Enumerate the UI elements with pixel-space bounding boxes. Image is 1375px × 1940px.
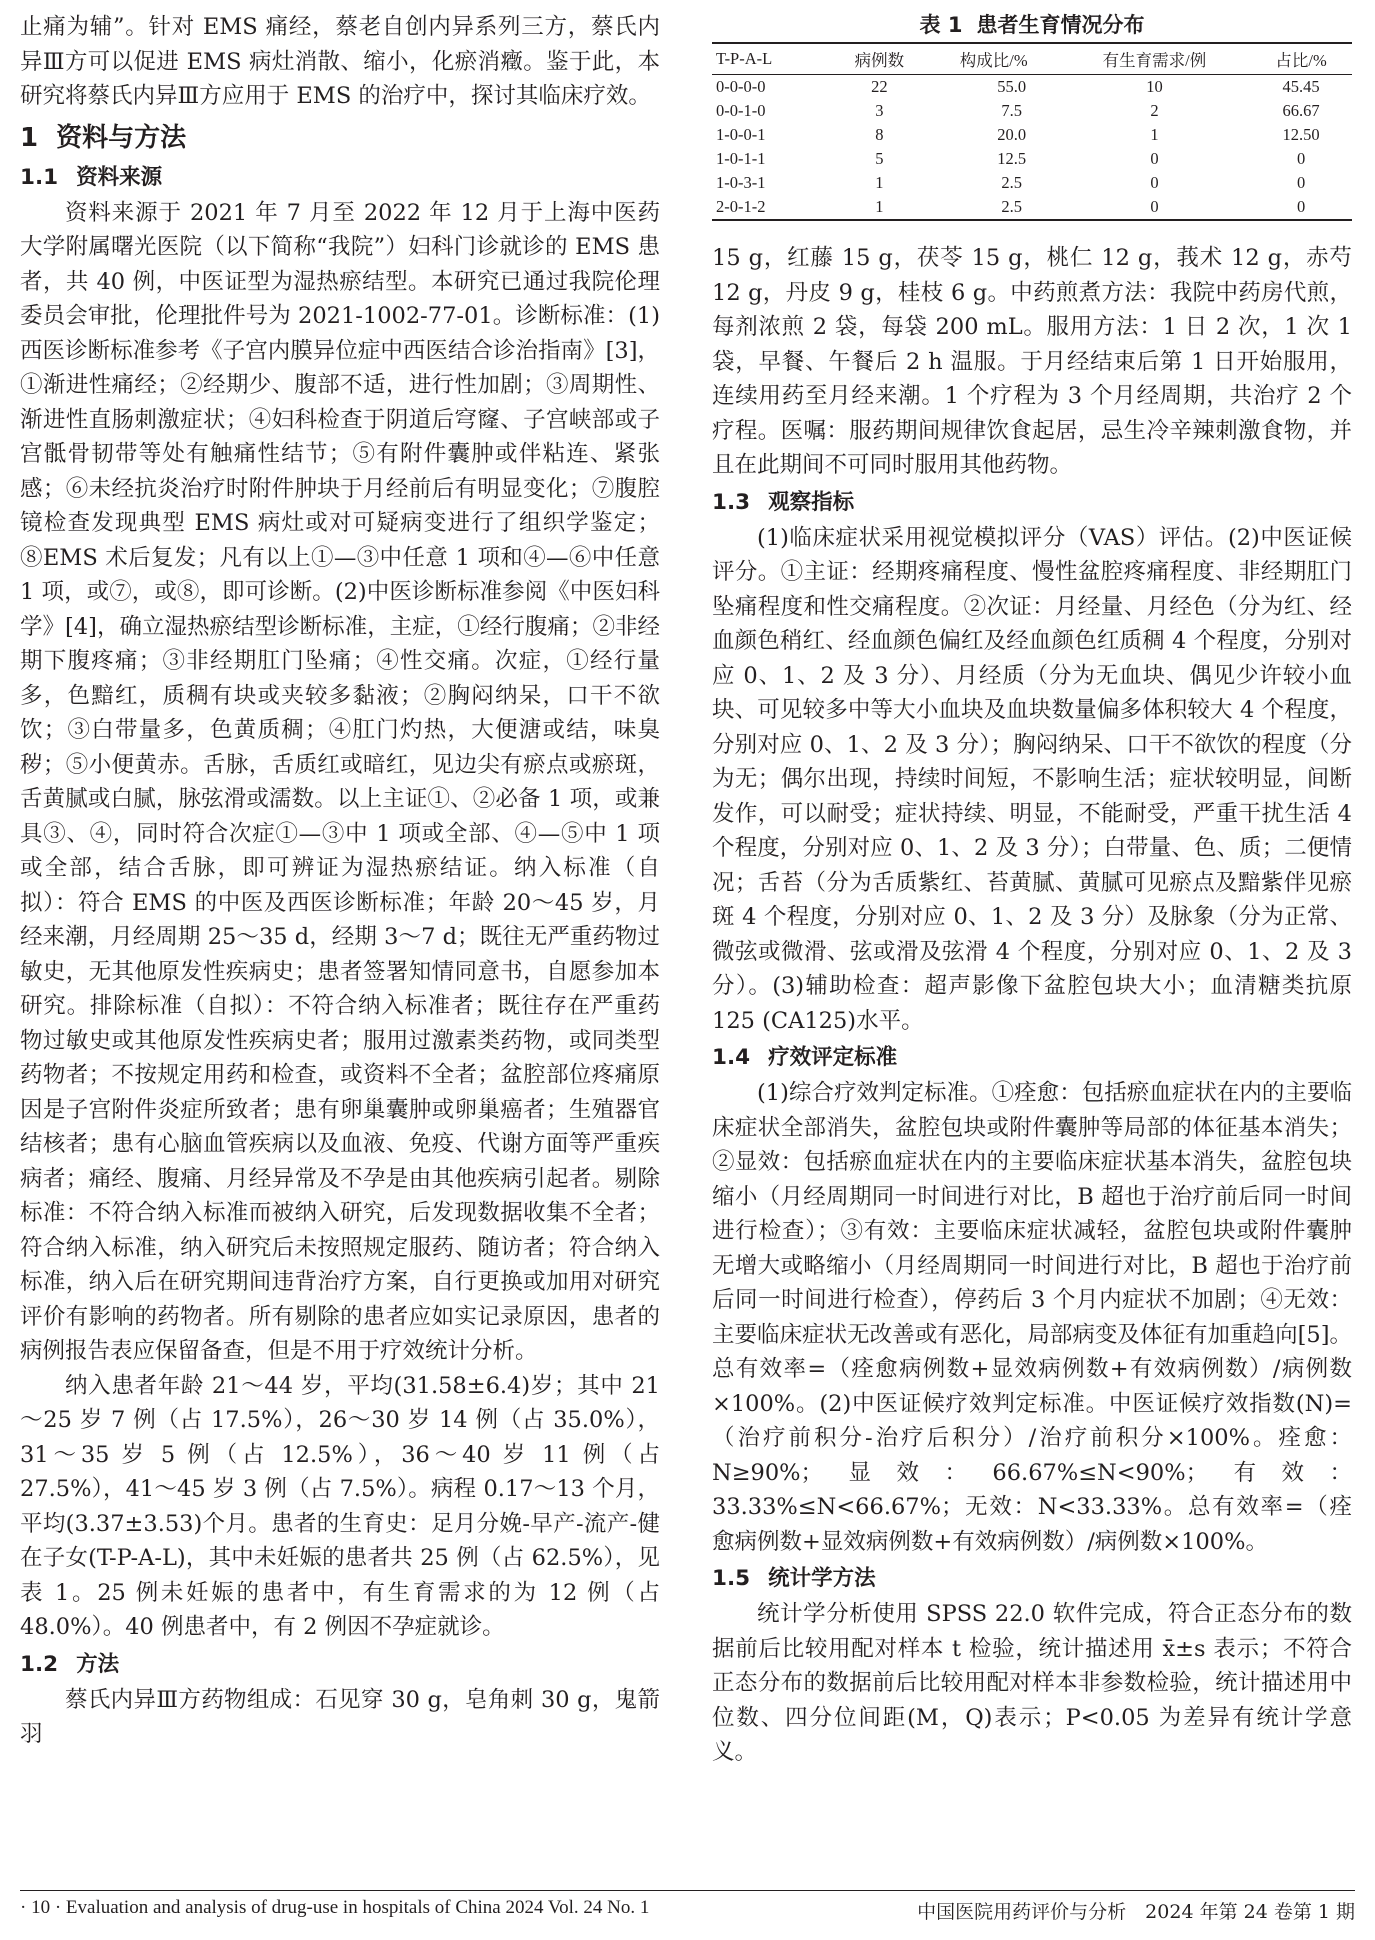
table-cell: 55.0 — [997, 77, 1027, 96]
table-cell: 1 — [1150, 125, 1159, 144]
table-row — [712, 99, 1352, 123]
table-cell: 2 — [1150, 101, 1159, 120]
table-cell: 2.5 — [929, 195, 1059, 220]
subsection-number: 1.1 — [20, 164, 59, 190]
subsection-title: 方法 — [76, 1651, 120, 1677]
table-cell: 12.5 — [997, 149, 1027, 168]
table-cell: 0 — [1059, 195, 1250, 220]
table-cell: 5 — [875, 149, 884, 168]
table-cell: 0 — [1150, 149, 1159, 168]
footer-divider — [20, 1890, 1355, 1891]
subsection-heading-1-2 — [20, 1647, 660, 1682]
subsection-title: 疗效评定标准 — [768, 1045, 898, 1070]
subsection-number: 1.2 — [20, 1651, 59, 1677]
paragraph-patient-demographics: 纳入患者年龄 21～44 岁，平均(31.58±6.4)岁；其中 21～25 岁 7 例（占 17.5%），26～30 岁 14 例（占 35.0%），31～35 岁 5 例（占 12.5%），36～40 岁 11 例（占 27.5%），41～45 岁 3 例（占 7.5%）。病程 0.17～13 个月，平均(3.37±3.53)个月。患者的生育史：足月分娩-早产-流产-健在子女(T-P-A-L)，其中未妊娠的患者共 25 例（占 62.5%），见表 1。25 例未妊娠的患者中，有生育需求的为 12 例（占 48.0%）。40 例患者中，有 2 例因不孕症就诊。 — [20, 1372, 660, 1640]
table-cell: 0 — [1250, 195, 1352, 220]
table-header-cell: 病例数 — [830, 43, 929, 75]
subsection-title: 观察指标 — [768, 489, 855, 515]
table-row — [712, 123, 1352, 147]
table-header-cell: 构成比/% — [929, 43, 1059, 75]
paragraph-method-composition: 蔡氏内异Ⅲ方药物组成：石见穿 30 g，皂角刺 30 g，鬼箭羽 — [20, 1686, 660, 1747]
subsection-title: 资料来源 — [76, 164, 163, 190]
table-cell: 7.5 — [1001, 101, 1022, 120]
table-cell: 3 — [875, 101, 884, 120]
table-cell: 8 — [875, 125, 884, 144]
section-number: 1 — [20, 122, 39, 153]
table-1 — [712, 10, 1352, 221]
table-cell: 1-0-1-1 — [716, 149, 766, 168]
table-cell: 2-0-1-2 — [712, 195, 830, 220]
subsection-number: 1.4 — [712, 1045, 751, 1070]
section-heading-1 — [20, 119, 660, 157]
table-cell: 1-0-3-1 — [716, 173, 766, 192]
footer-journal-chinese: 中国医院用药评价与分析 2024 年第 24 卷第 1 期 — [917, 1901, 1355, 1923]
table-cell: 0 — [1296, 173, 1306, 192]
table-row — [712, 171, 1352, 195]
table-cell: 1 — [875, 173, 884, 192]
table-cell: 12.50 — [1282, 125, 1320, 144]
subsection-heading-1-4 — [712, 1040, 1352, 1075]
table-cell: 20.0 — [997, 125, 1027, 144]
subsection-number: 1.3 — [712, 489, 751, 515]
table-row — [712, 195, 1352, 220]
subsection-number: 1.5 — [712, 1566, 751, 1591]
left-column — [20, 10, 660, 1752]
table-row — [712, 75, 1352, 100]
right-column — [712, 10, 1352, 1770]
paragraph-observation-indicators: (1)临床症状采用视觉模拟评分（VAS）评估。(2)中医证候评分。①主证：经期疼痛程度、慢性盆腔疼痛程度、非经期肛门坠痛程度和性交痛程度。②次证：月经量、月经色（分为红、经血颜色稍红、经血颜色偏红及经血颜色红质稠 4 个程度，分别对应 0、1、2 及 3 分）、月经质（分为无血块、偶见少许较小血块、可见较多中等大小血块及血块数量偏多体积较大 4 个程度，分别对应 0、1、2 及 3 分）；胸闷纳呆、口干不欲饮的程度（分为无；偶尔出现，持续时间短，不影响生活；症状较明显，间断发作，可以耐受；症状持续、明显，不能耐受，严重干扰生活 4 个程度，分别对应 0、1、2 及 3 分）；白带量、色、质；二便情况；舌苔（分为舌质紫红、苔黄腻、黄腻可见瘀点及黯紫伴见瘀斑 4 个程度，分别对应 0、1、2 及 3 分）及脉象（分为正常、微弦或微滑、弦或滑及弦滑 4 个程度，分别对应 0、1、2 及 3 分）。(3)辅助检查：超声影像下盆腔包块大小；血清糖类抗原 125 (CA125)水平。 — [712, 524, 1352, 1034]
footer-journal-english: · 10 · Evaluation and analysis of drug-use in hospitals of China 2024 Vol. 24 No. 1 — [20, 1897, 650, 1918]
table-header-cell: 有生育需求/例 — [1059, 43, 1250, 75]
paragraph-data-source: 资料来源于 2021 年 7 月至 2022 年 12 月于上海中医药大学附属曙光医院（以下简称“我院”）妇科门诊就诊的 EMS 患者，共 40 例，中医证型为湿热瘀结型。本研究已通过我院伦理委员会审批，伦理批件号为 2021-1002-77-01。诊断标准：(1)西医诊断标准参考《子宫内膜异位症中西医结合诊治指南》[3]，①渐进性痛经；②经期少、腹部不适，进行性加剧；③周期性、渐进性直肠刺激症状；④妇科检查于阴道后穹窿、子宫峡部或子宫骶骨韧带等处有触痛性结节；⑤有附件囊肿或伴粘连、紧张感；⑥未经抗炎治疗时附件肿块于月经前后有明显变化；⑦腹腔镜检查发现典型 EMS 病灶或对可疑病变进行了组织学鉴定；⑧EMS 术后复发；凡有以上①—③中任意 1 项和④—⑥中任意 1 项，或⑦，或⑧，即可诊断。(2)中医诊断标准参阅《中医妇科学》[4]，确立湿热瘀结型诊断标准，主症，①经行腹痛；②非经期下腹疼痛；③非经期肛门坠痛；④性交痛。次症，①经行量多，色黯红，质稠有块或夹较多黏液；②胸闷纳呆，口干不欲饮；③白带量多，色黄质稠；④肛门灼热，大便溏或结，味臭秽；⑤小便黄赤。舌脉，舌质红或暗红，见边尖有瘀点或瘀斑，舌黄腻或白腻，脉弦滑或濡数。以上主证①、②必备 1 项，或兼具③、④，同时符合次症①—③中 1 项或全部、④—⑤中 1 项或全部，结合舌脉，即可辨证为湿热瘀结证。纳入标准（自拟）：符合 EMS 的中医及西医诊断标准；年龄 20～45 岁，月经来潮，月经周期 25～35 d，经期 3～7 d；既往无严重药物过敏史，无其他原发性疾病史；患者签署知情同意书，自愿参加本研究。排除标准（自拟）：不符合纳入标准者；既往存在严重药物过敏史或其他原发性疾病史者；服用过激素类药物，或同类型药物者；不按规定用药和检查，或资料不全者；盆腔部位疼痛原因是子宫附件炎症所致者；患有卵巢囊肿或卵巢癌者；生殖器官结核者；患有心脑血管疾病以及血液、免疫、代谢方面等严重疾病者；痛经、腹痛、月经异常及不孕是由其他疾病引起者。剔除标准：不符合纳入标准而被纳入研究，后发现数据收集不全者；符合纳入标准，纳入研究后未按照规定服药、随访者；符合纳入标准，纳入后在研究期间违背治疗方案，自行更换或加用对研究评价有影响的药物者。所有剔除的患者应如实记录原因，患者的病例报告表应保留备查，但是不用于疗效统计分析。 — [20, 199, 660, 1364]
table-cell: 0-0-1-0 — [716, 101, 766, 120]
table-title: 患者生育情况分布 — [976, 13, 1145, 37]
section-title: 资料与方法 — [56, 122, 187, 153]
subsection-heading-1-3 — [712, 485, 1352, 520]
table-cell: 45.45 — [1282, 77, 1320, 96]
table-number: 表 1 — [919, 13, 963, 37]
subsection-title: 统计学方法 — [768, 1566, 876, 1591]
table-cell: 1 — [830, 195, 929, 220]
table-cell: 66.67 — [1282, 101, 1320, 120]
table-cell: 0 — [1296, 149, 1306, 168]
fertility-table — [712, 42, 1352, 221]
subsection-heading-1-1 — [20, 160, 660, 195]
table-cell: 2.5 — [1001, 173, 1022, 192]
paragraph-statistics: 统计学分析使用 SPSS 22.0 软件完成，符合正态分布的数据前后比较用配对样本 t 检验，统计描述用 x̄±s 表示；不符合正态分布的数据前后比较用配对样本非参数检验，统计描述用中位数、四分位间距(M，Q)表示；P<0.05 为差异有统计学意义。 — [712, 1601, 1352, 1765]
paragraph-efficacy-criteria: (1)综合疗效判定标准。①痊愈：包括瘀血症状在内的主要临床症状全部消失，盆腔包块或附件囊肿等局部的体征基本消失；②显效：包括瘀血症状在内的主要临床症状基本消失，盆腔包块缩小（月经周期同一时间进行对比，B 超也于治疗前后同一时间进行检查）；③有效：主要临床症状减轻，盆腔包块或附件囊肿无增大或略缩小（月经周期同一时间进行对比，B 超也于治疗前后同一时间进行检查），停药后 3 个月内症状不加剧；④无效：主要临床症状无改善或有恶化，局部病变及体征有加重趋向[5]。总有效率=（痊愈病例数+显效病例数+有效病例数）/病例数×100%。(2)中医证候疗效判定标准。中医证候疗效指数(N)=（治疗前积分-治疗后积分）/治疗前积分×100%。痊愈：N≥90%；显效：66.67%≤N<90%；有效：33.33%≤N<66.67%；无效：N<33.33%。总有效率=（痊愈病例数+显效病例数+有效病例数）/病例数×100%。 — [712, 1080, 1352, 1555]
table-header-cell: 占比/% — [1250, 43, 1352, 75]
table-header-row — [712, 43, 1352, 75]
table-caption — [712, 10, 1352, 40]
table-header-cell: T-P-A-L — [712, 43, 830, 75]
paragraph-method-continued: 15 g，红藤 15 g，茯苓 15 g，桃仁 12 g，莪术 12 g，赤芍 12 g，丹皮 9 g，桂枝 6 g。中药煎煮方法：我院中药房代煎，每剂浓煎 2 袋，每袋 200 mL。服用方法：1 日 2 次，1 次 1 袋，早餐、午餐后 2 h 温服。于月经结束后第 1 日开始服用，连续用药至月经来潮。1 个疗程为 3 个月经周期，共治疗 2 个疗程。医嘱：服药期间规律饮食起居，忌生冷辛辣刺激食物，并且在此期间不可同时服用其他药物。 — [712, 245, 1352, 478]
subsection-heading-1-5 — [712, 1561, 1352, 1596]
table-cell: 10 — [1146, 77, 1163, 96]
table-cell: 0-0-0-0 — [716, 77, 766, 96]
table-row — [712, 147, 1352, 171]
table-cell: 22 — [871, 77, 888, 96]
table-cell: 1-0-0-1 — [716, 125, 766, 144]
paragraph-intro-continued: 止痛为辅”。针对 EMS 痛经，蔡老自创内异系列三方，蔡氏内异Ⅲ方可以促进 EMS 病灶消散、缩小，化瘀消癥。鉴于此，本研究将蔡氏内异Ⅲ方应用于 EMS 的治疗中，探讨其临床疗效。 — [20, 14, 660, 109]
table-cell: 0 — [1150, 173, 1159, 192]
